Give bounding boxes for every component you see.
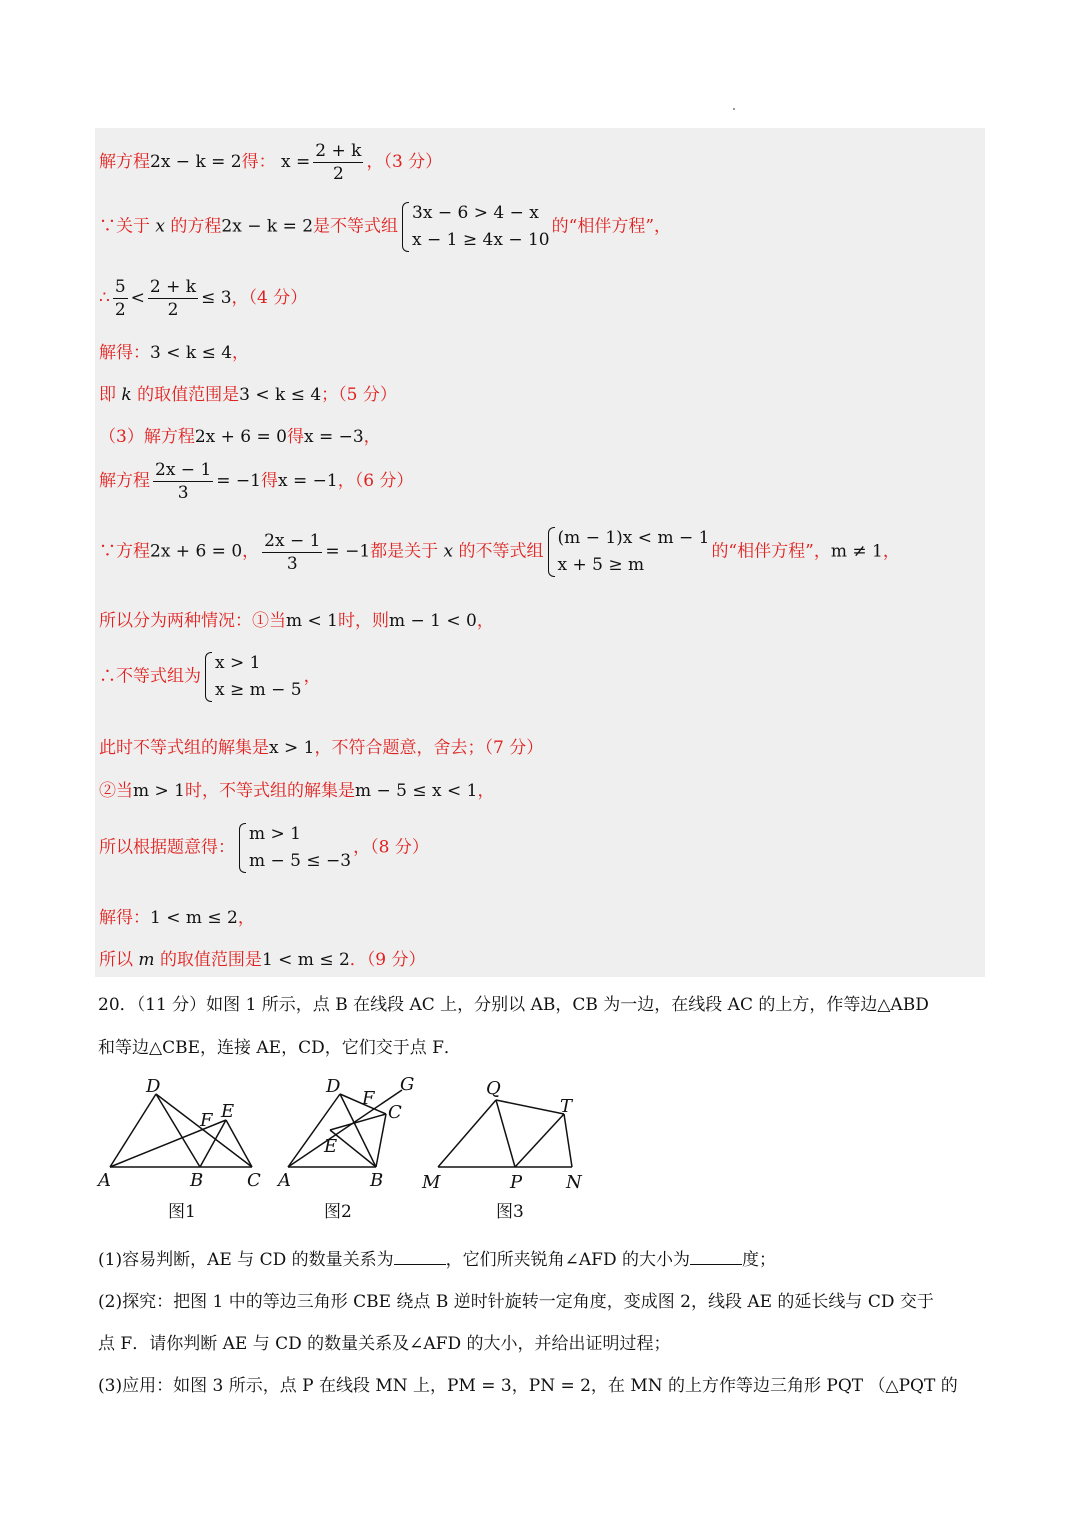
- label-Q: Q: [486, 1078, 501, 1099]
- inequality-system: (m − 1)x < m − 1 x + 5 ≥ m: [546, 525, 710, 579]
- figure-1-caption: 图1: [168, 1202, 196, 1222]
- figure-2-labels: [276, 1074, 414, 1191]
- solution-line-9: 所以分为两种情况：①当m < 1时，则m − 1 < 0，: [99, 611, 494, 631]
- label-P: P: [510, 1172, 523, 1192]
- solution-line-7: 解方程 $\frac{2x - 1}{3}$ = −1得x = −1，（6 分）: [99, 460, 414, 503]
- question-part-3: (3)应用：如图 3 所示，点 P 在线段 MN 上，PM = 3，PN = 2，在 MN 的上方作等边三角形 PQT （△PQT 的: [98, 1376, 958, 1396]
- page-mark: [733, 108, 735, 110]
- solution-line-4: 解得：3 < k ≤ 4，: [99, 343, 250, 363]
- fraction: $\frac{2x - 1}{3}$: [264, 530, 321, 574]
- solution-line-2: ∵关于 x 的方程2x − k = 2是不等式组 3x − 6 > 4 − x x − 1 ≥ 4x − 10 的“相伴方程”，: [99, 200, 671, 254]
- label-M: M: [422, 1172, 441, 1192]
- inequality-system: x > 1 x ≥ m − 5: [203, 650, 302, 704]
- label-A: A: [98, 1170, 111, 1191]
- fraction: $\frac{2 + k}{2}$: [149, 277, 197, 320]
- label-B: B: [190, 1170, 204, 1191]
- label-G: G: [400, 1074, 415, 1095]
- figure-1-labels: [96, 1076, 261, 1191]
- solution-line-12: ②当m > 1时，不等式组的解集是m − 5 ≤ x < 1，: [99, 781, 495, 801]
- label-A: A: [278, 1170, 291, 1191]
- solution-line-15: 所以 m 的取值范围是1 < m ≤ 2．（9 分）: [99, 950, 426, 970]
- solution-line-1: 解方程2x − k = 2得： x = $\frac{2 + k}{2}$ ，（3 分）: [99, 141, 443, 184]
- geometry-figures: [90, 1072, 610, 1192]
- question-part-1: (1)容易判断，AE 与 CD 的数量关系为 ，它们所夹锐角∠AFD 的大小为 度；: [98, 1250, 776, 1270]
- figure-3-labels: [421, 1078, 583, 1192]
- answer-blank[interactable]: [394, 1250, 446, 1265]
- label-B: B: [370, 1170, 384, 1191]
- label-C: C: [247, 1170, 261, 1191]
- solution-line-6: （3）解方程2x + 6 = 0得x = −3，: [99, 427, 381, 447]
- solution-line-8: ∵方程2x + 6 = 0， $\frac{2x - 1}{3}$ = −1都是关于 x 的不等式组 (m − 1)x < m − 1 x + 5 ≥ m 的“相伴方程”，m ≠ 1，: [99, 525, 900, 579]
- fraction: $\frac{2 + k}{2}$: [315, 141, 362, 184]
- figure-2: [288, 1090, 402, 1167]
- solution-line-3: ∴ $\frac{5}{2}$ < $\frac{2 + k}{2}$ ≤ 3，（4 分）: [99, 277, 308, 320]
- answer-blank[interactable]: [690, 1250, 742, 1265]
- figure-2-caption: 图2: [324, 1202, 352, 1222]
- solution-box: [95, 128, 985, 977]
- question-part-2-line-1: (2)探究：把图 1 中的等边三角形 CBE 绕点 B 逆时针旋转一定角度，变成图 2，线段 AE 的延长线与 CD 交于: [98, 1292, 934, 1312]
- label-D: D: [146, 1076, 161, 1097]
- solution-line-5: 即 k 的取值范围是3 < k ≤ 4；（5 分）: [99, 385, 397, 405]
- label-C: C: [388, 1102, 402, 1123]
- label-D: D: [326, 1076, 341, 1097]
- solution-line-10: ∴不等式组为 x > 1 x ≥ m − 5 ，: [99, 650, 321, 704]
- question-part-2-line-2: 点 F．请你判断 AE 与 CD 的数量关系及∠AFD 的大小，并给出证明过程；: [98, 1334, 671, 1354]
- label-F: F: [362, 1088, 375, 1109]
- fraction: $\frac{5}{2}$: [114, 277, 126, 320]
- label-E: E: [221, 1101, 235, 1122]
- fraction: $\frac{2x - 1}{3}$: [155, 460, 212, 503]
- label-F: F: [200, 1110, 213, 1131]
- question-20-line-1: 20．（11 分）如图 1 所示，点 B 在线段 AC 上，分别以 AB，CB 为一边，在线段 AC 的上方，作等边△ABD: [98, 995, 929, 1015]
- solution-line-13: 所以根据题意得： m > 1 m − 5 ≤ −3 ，（8 分）: [99, 821, 429, 875]
- inequality-system: 3x − 6 > 4 − x x − 1 ≥ 4x − 10: [400, 200, 550, 254]
- inequality-system: m > 1 m − 5 ≤ −3: [237, 821, 351, 875]
- question-20-line-2: 和等边△CBE，连接 AE，CD，它们交于点 F．: [98, 1038, 461, 1058]
- label-E: E: [324, 1136, 338, 1157]
- figure-3-caption: 图3: [496, 1202, 524, 1222]
- figure-3: [438, 1100, 572, 1167]
- label-N: N: [566, 1172, 582, 1192]
- solution-line-14: 解得：1 < m ≤ 2，: [99, 908, 255, 928]
- solution-line-11: 此时不等式组的解集是x > 1，不符合题意，舍去；（7 分）: [99, 738, 544, 758]
- label-T: T: [560, 1096, 573, 1117]
